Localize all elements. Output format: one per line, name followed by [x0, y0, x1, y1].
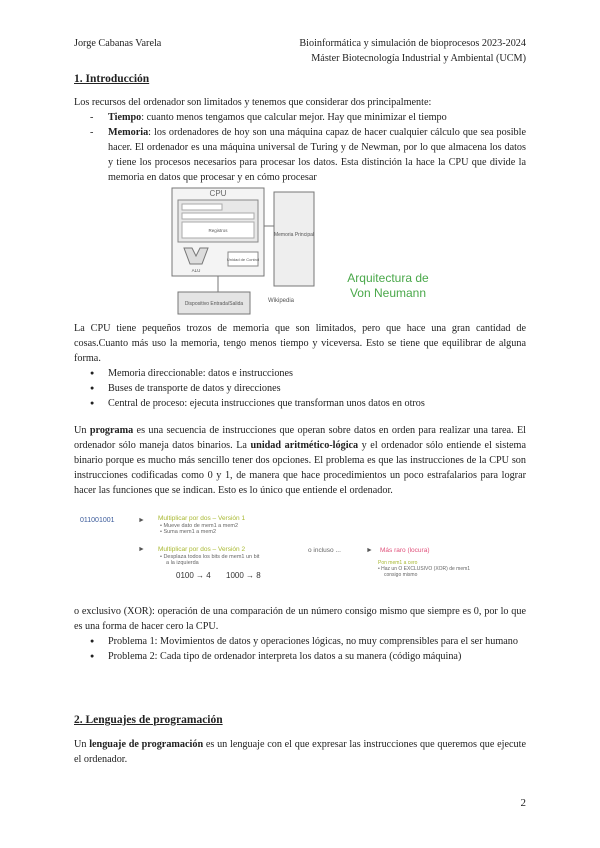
register-1: [182, 204, 222, 210]
intro-text: Los recursos del ordenador son limitados y tenemos que considerar dos principalmente:: [74, 97, 432, 108]
binary-code: 011001001: [80, 517, 115, 524]
rare-bullet-1: Pon mem1 a cero: [378, 560, 418, 566]
program-text-1: Un: [74, 425, 90, 436]
rare-title: Más raro (locura): [380, 547, 430, 554]
von-neumann-figure: [170, 186, 440, 318]
resource-list: [74, 110, 526, 185]
v2-title: Multiplicar por dos – Versión 2: [158, 546, 246, 553]
memory-label: Memoria Principal: [273, 232, 315, 238]
v2-bullet-1: • Desplaza todos los bits de mem1 un bit: [160, 554, 260, 560]
memory-box: [274, 192, 314, 286]
multiply-figure: [76, 512, 516, 592]
caption-line2: Von Neumann: [349, 286, 427, 300]
page-number: 2: [520, 797, 526, 809]
cpu-bullet: ● Central de proceso: ejecuta instrucciones que transforman unos datos en otros: [74, 396, 526, 411]
control-unit-label: Unidad de Control: [226, 257, 260, 262]
header-course-line1: Bioinformática y simulación de bioprocesos 2023-2024: [299, 38, 526, 49]
arrow-3: ►: [366, 547, 373, 554]
von-neumann-diagram: [170, 186, 440, 318]
section-2-title: 2. Lenguajes de programación: [74, 714, 223, 726]
register-2: [182, 213, 254, 219]
cpu-paragraph-block: [74, 321, 526, 411]
term-time: Tiempo: [108, 112, 142, 123]
rare-bullet-3: consigo mismo: [384, 572, 418, 578]
desc-time: : cuanto menos tengamos que calcular mejor. Hay que minimizar el tiempo: [141, 112, 447, 123]
header-author: Jorge Cabanas Varela: [74, 38, 162, 49]
problem-item: ● Problema 1: Movimientos de datos y operaciones lógicas, no muy comprensibles para el ser humano: [74, 634, 526, 649]
caption-line1: Arquitectura de: [347, 271, 429, 285]
v2-bullet-2: a la izquierda: [166, 560, 199, 566]
section-1-intro: [74, 95, 526, 185]
cpu-bullet: ● Memoria direccionable: datos e instrucciones: [74, 366, 526, 381]
rare-bullet-2: • Haz un O EXCLUSIVO (XOR) de mem1: [378, 566, 471, 572]
program-text-2: es una secuencia de instrucciones que operan sobre datos en orden para realizar una tarea. El ordenador sólo maneja datos binarios. La: [74, 425, 527, 451]
desc-memory: : los ordenadores de hoy son una máquina capaz de hacer cualquier cálculo que sea posible hacer. El ordenador es una máquina universal de Turing y de Newman, por lo que almacena los datos y tiene los procesos necesarios para procesar los datos. Esta distinción la hace la CPU que divide la memoria en datos que procesar y en cómo procesar: [108, 127, 526, 183]
multiply-diagram: [76, 512, 516, 592]
registers-label: Registros: [208, 228, 228, 233]
section-1-title: 1. Introducción: [74, 73, 150, 85]
cpu-bullet: ● Buses de transporte de datos y direcciones: [74, 381, 526, 396]
cpu-label: CPU: [209, 189, 227, 198]
arrow-1: ►: [138, 517, 145, 524]
source-label: Wikipedia: [268, 298, 295, 304]
v1-bullet-2: • Suma mem1 a mem2: [160, 529, 217, 535]
program-text-3: y el ordenador sólo entiende el sistema binario porque es mucho más sencillo tener dos opciones. El problema es que las instrucciones de la CPU son instrucciones codificadas como 0 y 1, de manera que hace procedimientos un poco estrafalarios para lograr hacer las funciones que se indican. Esto es lo único que entiende el ordenador.: [74, 440, 526, 496]
alu-term: unidad aritmético-lógica: [250, 440, 359, 451]
cpu-paragraph: La CPU tiene pequeños trozos de memoria que son limitados, pero que hace una gran cantidad de cosas.Cuanto más uso la memoria, tengo menos tiempo y viceversa. Esto se tiene que equilibrar de alguna forma.: [74, 323, 526, 364]
example-2: 1000 → 8: [226, 571, 261, 580]
resource-item-memory: [74, 125, 526, 185]
v1-bullet-1: • Mueve dato de mem1 a mem2: [160, 523, 239, 529]
or-even-text: o incluso ...: [308, 547, 341, 554]
example-1: 0100 → 4: [176, 571, 211, 580]
lang-text-2: es un lenguaje con el que expresar las instrucciones que queremos que ejecute el ordenador.: [74, 739, 526, 765]
problems-list: [74, 634, 526, 664]
section-2-paragraph: [74, 737, 526, 767]
problem-item: ● Problema 2: Cada tipo de ordenador interpreta los datos a su manera (código máquina): [74, 649, 526, 664]
program-term: programa: [89, 425, 134, 436]
term-memory: Memoria: [108, 127, 149, 138]
v1-title: Multiplicar por dos – Versión 1: [158, 515, 246, 522]
resource-item-time: [74, 110, 526, 125]
header-course: [299, 36, 526, 66]
lang-term: lenguaje de programación: [89, 739, 204, 750]
lang-text-1: Un: [74, 739, 90, 750]
io-label: Dispositivo Entrada/Salida: [184, 301, 244, 307]
alu-label: ALU: [191, 268, 201, 273]
xor-paragraph: o exclusivo (XOR): operación de una comparación de un número consigo mismo que siempre es 0, por lo que es una forma de hacer cero la CPU.: [74, 606, 526, 632]
cpu-bullets: [74, 366, 526, 411]
xor-block: [74, 604, 526, 664]
header-course-line2: Máster Biotecnología Industrial y Ambiental (UCM): [311, 53, 526, 64]
program-paragraph: [74, 423, 526, 498]
arrow-2: ►: [138, 546, 145, 553]
